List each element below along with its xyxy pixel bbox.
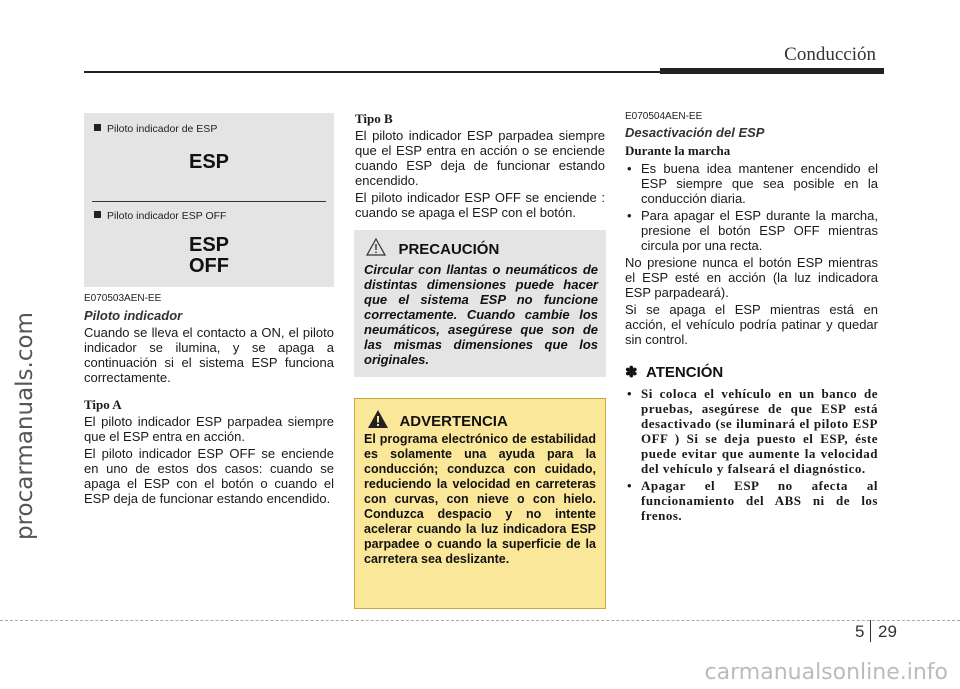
warning-title: ADVERTENCIA [399, 413, 508, 430]
square-bullet-icon [94, 211, 101, 218]
asterisk-icon: ✽ [625, 364, 638, 381]
list-item: • Es buena idea mantener encendido el ESP siempre que sea posible en la conducción diaria. [625, 161, 878, 206]
column-1 [84, 293, 334, 506]
atencion-header [625, 363, 878, 382]
square-bullet-icon [94, 124, 101, 131]
warning-box [354, 398, 606, 609]
caution-title: PRECAUCIÓN [398, 241, 500, 258]
section-code: E070503AEN-EE [84, 293, 162, 304]
section-code: E070504AEN-EE [625, 111, 703, 122]
caution-header [366, 238, 499, 259]
paragraph: No presione nunca el botón ESP mientras el ESP esté en acción (la luz indicadora ESP parpadeará). [625, 255, 878, 300]
section-subtitle: Piloto indicador [84, 308, 183, 323]
caution-triangle-icon [366, 238, 386, 256]
panel-divider [92, 201, 326, 202]
side-watermark [4, 240, 44, 540]
indicator-panel [84, 113, 334, 287]
esp-light-symbol: ESP [188, 151, 230, 173]
durante-heading: Durante la marcha [625, 143, 731, 158]
atencion-title: ATENCIÓN [646, 364, 724, 381]
side-watermark-text: procarmanuals.com [12, 312, 38, 540]
tipo-a-heading: Tipo A [84, 397, 122, 412]
warning-text: El programa electrónico de estabilidad es solamente una ayuda para la conducción; conduzca con cuidado, reduciendo la velocidad en carreteras con curvas, con nieve o con hielo. Conduzca despacio y no intente acelerar cuando la luz indicadora ESP parpadee o cuando la superficie de la carretera sea deslizante. [364, 432, 596, 566]
list-item: • Para apagar el ESP durante la marcha, presione el botón ESP OFF mientras circula por una recta. [625, 208, 878, 253]
paragraph: El piloto indicador ESP parpadea siempre que el ESP entra en acción. [84, 414, 334, 444]
paragraph: Cuando se lleva el contacto a ON, el piloto indicador se ilumina, y se apaga a continuación si el sistema ESP funciona correctamente. [84, 325, 334, 385]
page-header-title: Conducción [784, 44, 876, 65]
footer-divider [0, 620, 960, 621]
atencion-list [625, 386, 878, 523]
paragraph: El piloto indicador ESP OFF se enciende en uno de estos dos casos: cuando se apaga el ESP con el botón o cuando el ESP deja de funcionar estando encendido. [84, 446, 334, 506]
esp-off-light-symbol: ESP OFF [188, 234, 230, 277]
column-2 [355, 111, 605, 220]
caution-box [354, 230, 606, 377]
paragraph: El piloto indicador ESP OFF se enciende : cuando se apaga el ESP con el botón. [355, 190, 605, 220]
page-number: 29 [878, 622, 897, 641]
caution-text: Circular con llantas o neumáticos de distintas dimensiones puede hacer que el sistema ESP no funcione correctamente. Cuando cambie los neumáticos, asegúrese que son de las mismas dimensiones que los originales. [364, 262, 598, 367]
section-subtitle: Desactivación del ESP [625, 125, 765, 140]
header-rule-accent [660, 68, 884, 74]
paragraph: Si se apaga el ESP mientras está en acción, el vehículo podría patinar y quedar sin control. [625, 302, 878, 347]
esp-bullet-list [625, 161, 878, 253]
warning-header [367, 409, 508, 431]
list-item: • Si coloca el vehículo en un banco de pruebas, asegúrese de que ESP está desactivado (se iluminará el piloto ESP OFF ) Si se deja puesto el ESP, éste puede evitar que aumente la velocidad del vehículo y falseará el diagnóstico. [625, 386, 878, 476]
tipo-b-heading: Tipo B [355, 111, 393, 126]
bottom-watermark: carmanualsonline.info [704, 660, 948, 685]
paragraph: El piloto indicador ESP parpadea siempre que el ESP entra en acción o se enciende cuando ESP deja de funcionar estando encendido. [355, 128, 605, 188]
esp-off-indicator-label: Piloto indicador ESP OFF [94, 210, 226, 222]
esp-indicator-label: Piloto indicador de ESP [94, 123, 217, 135]
list-item: • Apagar el ESP no afecta al funcionamiento del ABS ni de los frenos. [625, 478, 878, 523]
warning-triangle-icon [367, 409, 389, 429]
section-number: 5 [855, 622, 865, 641]
page-number-separator [870, 620, 871, 642]
column-3 [625, 111, 878, 523]
